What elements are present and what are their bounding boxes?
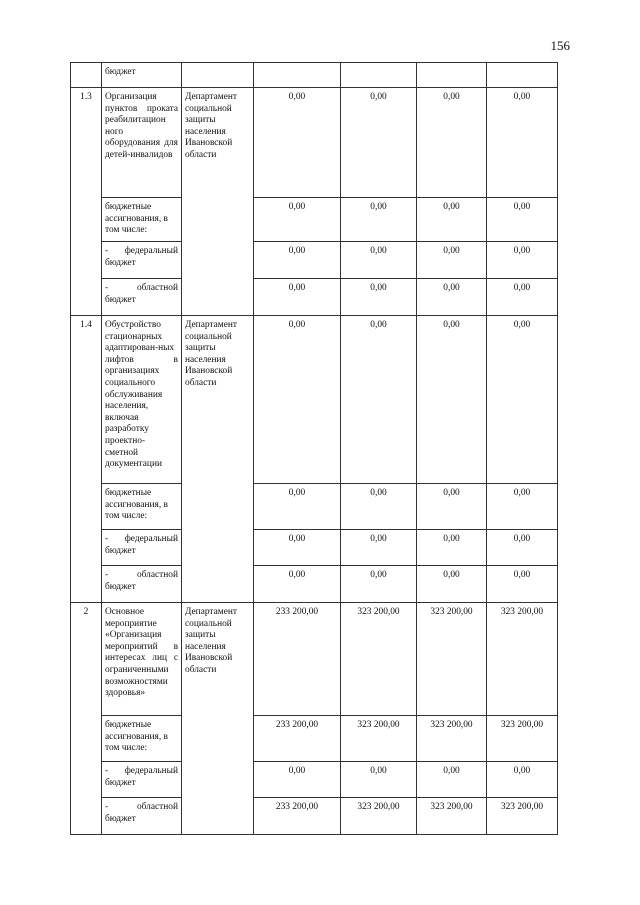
value-cell: 0,00 (487, 242, 558, 279)
table-row (71, 798, 558, 835)
code-cell: 1.3 (71, 88, 102, 316)
value-cell: 233 200,00 (254, 716, 341, 762)
value-cell (254, 63, 341, 88)
value-cell: 323 200,00 (487, 716, 558, 762)
value-cell: 0,00 (341, 484, 417, 530)
row-label-dash: - (105, 246, 109, 256)
budget-table (70, 62, 558, 835)
value-cell: 0,00 (254, 242, 341, 279)
row-label (102, 530, 182, 566)
value-cell: 0,00 (417, 242, 487, 279)
value-cell: 0,00 (417, 762, 487, 798)
value-cell: 0,00 (341, 88, 417, 198)
table-row (71, 716, 558, 762)
value-cell: 0,00 (487, 88, 558, 198)
value-cell: 0,00 (254, 198, 341, 242)
value-cell: 323 200,00 (417, 716, 487, 762)
code-cell (71, 63, 102, 88)
value-cell: 0,00 (417, 530, 487, 566)
value-cell: 323 200,00 (417, 798, 487, 835)
value-cell: 0,00 (487, 530, 558, 566)
value-cell (487, 63, 558, 88)
value-cell: 0,00 (341, 762, 417, 798)
value-cell: 0,00 (341, 198, 417, 242)
row-label-word: областной (136, 802, 178, 812)
value-cell: 0,00 (254, 316, 341, 484)
row-label-line (105, 534, 178, 546)
department-cell: Департамент социальной защиты населения Ивановской области (182, 88, 254, 316)
row-label (102, 279, 182, 316)
row-label: бюджетные ассигнования, в том числе: (102, 716, 182, 762)
value-cell: 323 200,00 (487, 603, 558, 716)
table-row (71, 63, 558, 88)
row-label: бюджетные ассигнования, в том числе: (102, 484, 182, 530)
table-row (71, 316, 558, 484)
row-label: бюджет (102, 63, 182, 88)
value-cell: 0,00 (341, 279, 417, 316)
value-cell: 0,00 (417, 88, 487, 198)
row-label-word: федеральный (124, 534, 178, 544)
measure-name: Обустройство стационарных адаптирован-ных лифтов в организациях социального обслуживания населения, включая разработку проектно-сметной документации (102, 316, 182, 484)
row-label-tail: бюджет (105, 777, 136, 788)
value-cell: 323 200,00 (341, 603, 417, 716)
value-cell: 323 200,00 (417, 603, 487, 716)
value-cell: 0,00 (487, 762, 558, 798)
table-body (71, 63, 558, 835)
measure-name: Основное мероприятие «Организация мероприятий в интересах лиц с ограниченными возможностями здоровья» (102, 603, 182, 716)
value-cell: 0,00 (341, 242, 417, 279)
row-label-tail: бюджет (105, 257, 136, 268)
value-cell: 0,00 (487, 198, 558, 242)
value-cell: 0,00 (254, 566, 341, 603)
row-label-line (105, 246, 178, 258)
row-label-tail: бюджет (105, 545, 136, 556)
table-row (71, 530, 558, 566)
value-cell: 233 200,00 (254, 603, 341, 716)
value-cell: 0,00 (417, 566, 487, 603)
department-cell (182, 63, 254, 88)
row-label-word: областной (136, 283, 178, 293)
department-cell: Департамент социальной защиты населения Ивановской области (182, 603, 254, 835)
row-label-line (105, 283, 178, 295)
table-row (71, 484, 558, 530)
table-row (71, 566, 558, 603)
row-label (102, 242, 182, 279)
code-cell: 2 (71, 603, 102, 835)
value-cell (341, 63, 417, 88)
row-label-tail: бюджет (105, 294, 136, 305)
row-label (102, 798, 182, 835)
row-label-word: федеральный (124, 766, 178, 776)
value-cell: 0,00 (254, 88, 341, 198)
table-row (71, 603, 558, 716)
code-cell: 1.4 (71, 316, 102, 603)
row-label-dash: - (105, 802, 109, 812)
value-cell (417, 63, 487, 88)
row-label: бюджетные ассигнования, в том числе: (102, 198, 182, 242)
table-row (71, 279, 558, 316)
value-cell: 0,00 (487, 279, 558, 316)
row-label-dash: - (105, 570, 109, 580)
table-row (71, 198, 558, 242)
value-cell: 0,00 (417, 198, 487, 242)
value-cell: 0,00 (254, 279, 341, 316)
row-label (102, 566, 182, 603)
measure-name: Организация пунктов проката реабилитацион ного оборудования для детей-инвалидов (102, 88, 182, 198)
value-cell: 0,00 (487, 484, 558, 530)
value-cell: 323 200,00 (341, 716, 417, 762)
value-cell: 0,00 (487, 316, 558, 484)
row-label-tail: бюджет (105, 813, 136, 824)
row-label-line (105, 570, 178, 582)
value-cell: 0,00 (487, 566, 558, 603)
value-cell: 0,00 (341, 530, 417, 566)
row-label-dash: - (105, 766, 109, 776)
value-cell: 0,00 (417, 279, 487, 316)
value-cell: 0,00 (254, 530, 341, 566)
row-label-word: федеральный (124, 246, 178, 256)
table-row (71, 88, 558, 198)
value-cell: 0,00 (417, 316, 487, 484)
value-cell: 233 200,00 (254, 798, 341, 835)
page-number: 156 (550, 38, 570, 53)
value-cell: 323 200,00 (341, 798, 417, 835)
value-cell: 0,00 (341, 316, 417, 484)
value-cell: 0,00 (341, 566, 417, 603)
row-label-dash: - (105, 534, 109, 544)
table-row (71, 242, 558, 279)
row-label-dash: - (105, 283, 109, 293)
department-cell: Департамент социальной защиты населения Ивановской области (182, 316, 254, 603)
row-label-tail: бюджет (105, 581, 136, 592)
value-cell: 0,00 (254, 762, 341, 798)
row-label-word: областной (136, 570, 178, 580)
value-cell: 0,00 (417, 484, 487, 530)
row-label-line (105, 802, 178, 814)
value-cell: 0,00 (254, 484, 341, 530)
row-label (102, 762, 182, 798)
value-cell: 323 200,00 (487, 798, 558, 835)
row-label-line (105, 766, 178, 778)
table-row (71, 762, 558, 798)
